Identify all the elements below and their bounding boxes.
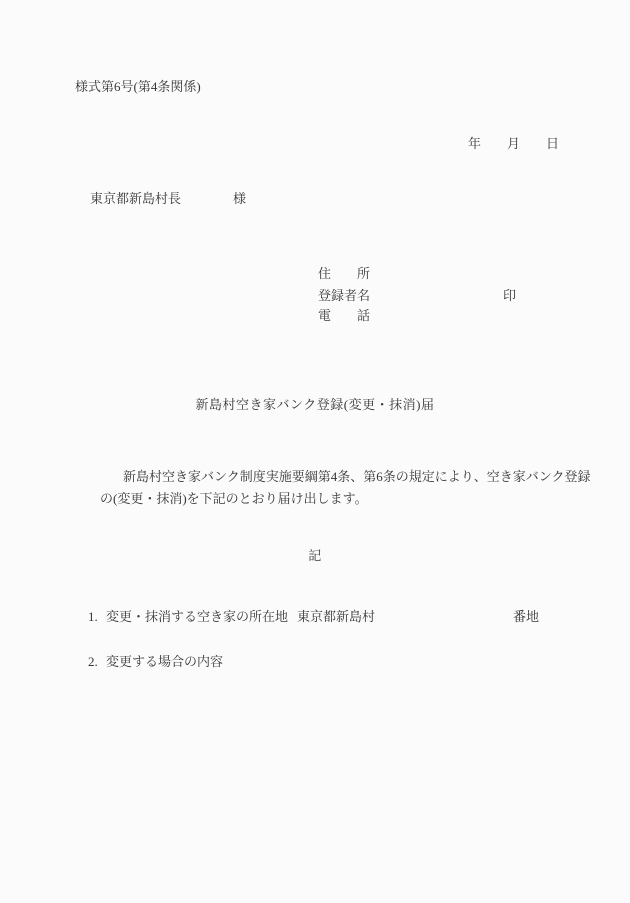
seal-mark: 印 (503, 288, 517, 303)
item-1-location-suffix: 番地 (513, 609, 540, 624)
date-line: 年 月 日 (468, 136, 560, 151)
form-number: 様式第6号(第4条関係) (75, 79, 201, 94)
registrant-address-label: 住 所 (318, 266, 371, 281)
body-paragraph-line-1: 新島村空き家バンク制度実施要綱第4条、第6条の規定により、空き家バンク登録 (123, 469, 591, 484)
document-title: 新島村空き家バンク登録(変更・抹消)届 (195, 397, 435, 412)
registrant-name-label: 登録者名 (318, 288, 371, 303)
item-2-label: 変更する場合の内容 (106, 654, 224, 669)
record-marker: 記 (308, 548, 322, 563)
registrant-phone-label: 電 話 (318, 308, 371, 323)
item-1-location-prefix: 東京都新島村 (297, 609, 376, 624)
item-1-label: 変更・抹消する空き家の所在地 (106, 609, 289, 624)
item-1-number: 1. (88, 609, 98, 624)
item-2-number: 2. (88, 654, 98, 669)
addressee-line: 東京都新島村長 様 (90, 191, 247, 206)
body-paragraph-line-2: の(変更・抹消)を下記のとおり届け出します。 (100, 491, 368, 506)
